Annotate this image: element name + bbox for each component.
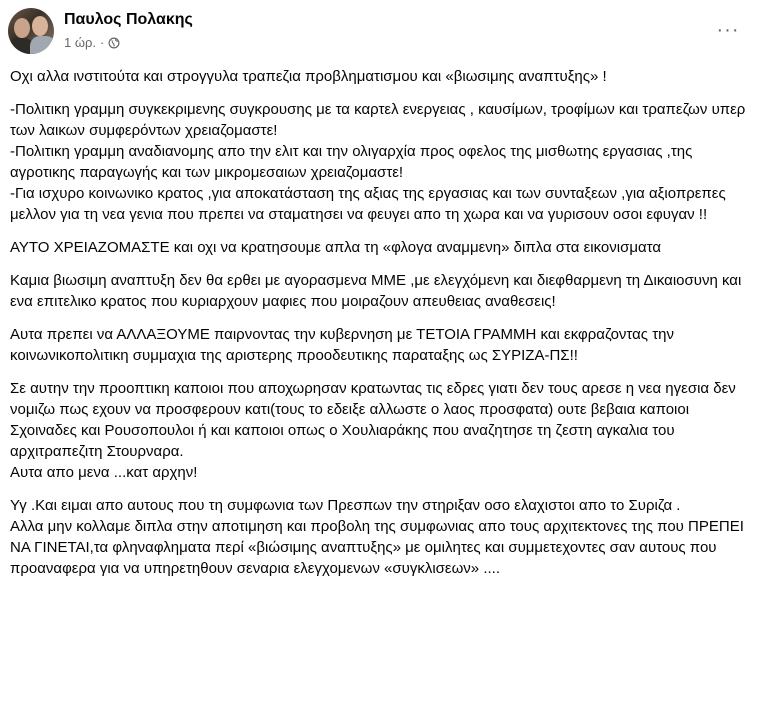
post-body — [10, 66, 750, 591]
post-header — [8, 8, 752, 56]
post-paragraph: Οχι αλλα ινστιτούτα και στρογγυλα τραπεζια προβληματισμου και «βιωσιμης αναπτυξης» ! — [10, 68, 607, 85]
post-paragraph: -Πολιτικη γραμμη συγκεκριμενης συγκρουσης με τα καρτελ ενεργειας , καυσίμων, τροφίμων και τραπεζων υπερ των λαικων συμφερόντων χρειαζομαστε! -Πολιτικη γραμμη αναδιανομης απο την ελιτ και την ολιγαρχία προς οφελος της μισθωτης εργασιας ,της αγροτικης παραγωγής και των μικρομεσαιων χρειαζομαστε! -Για ισχυρο κοινωνικο κρατος ,για αποκατάσταση της αξιας της εργασιας και των συνταξεων ,για αξιοπρεπες μελλον για τη νεα γενια που πρεπει να σταματησει να φευγει απο τη χωρα και να γυρισουν οσοι εφυγαν !! — [10, 101, 746, 223]
post-time[interactable]: 1 ώρ. — [64, 35, 96, 50]
globe-icon — [108, 37, 120, 49]
post-paragraph: Καμια βιωσιμη αναπτυξη δεν θα ερθει με αγορασμενα ΜΜΕ ,με ελεγχόμενη και διεφθαρμενη τη Δικαιοσυνη και ενα επιτελικο κρατος που κυριαρχουν μαφιες που μοιραζουν απευθειας αναθεσεις! — [10, 272, 742, 310]
post-paragraph: Σε αυτην την προοπτικη καποιοι που αποχωρησαν κρατωντας τις εδρες γιατι δεν τους αρεσε η νεα ηγεσια δεν νομιζω πως εχουν να προσφερουν κατι(τους το εδειξε αλλωστε ο λαος προσφατα) ουτε βεβαια καποιοι Σχοιναδες και Ρουσοπουλοι ή και καποιοι οπως ο Χουλιαράκης που αναζητησε τη ζεστη αγκαλια του αρχιτραπεζιτη Στουρναρα. Αυτα απο μενα ...κατ αρχην! — [10, 380, 736, 481]
post-paragraph: ΑΥΤΟ ΧΡΕΙΑΖΟΜΑΣΤΕ και οχι να κρατησουμε απλα τη «φλογα αναμμενη» διπλα στα εικονισματα — [10, 239, 662, 256]
post-paragraph: Υγ .Και ειμαι απο αυτους που τη συμφωνια των Πρεσπων την στηριξαν οσο ελαχιστοι απο το Συριζα . Αλλα μην κολλαμε διπλα στην αποτιμηση και προβολη της συμφωνιας απο τους αρχιτεκτονες της που ΠΡΕΠΕΙ ΝΑ ΓΙΝΕΤΑΙ,τα φληναφληματα περί «βιώσιμης αναπτυξης» με ομιλητες και συμμετεχοντες σαν αυτους που προαναφερα για να υπηρετηθουν σεναρια ελεγχομενων «συγκλισεων» .... — [10, 497, 744, 577]
meta-separator: · — [100, 35, 105, 50]
post-meta — [64, 35, 120, 50]
avatar[interactable] — [8, 8, 54, 54]
more-options-icon[interactable]: ··· — [716, 18, 740, 41]
author-name[interactable]: Παυλος Πολακης — [64, 11, 193, 28]
post-paragraph: Αυτα πρεπει να ΑΛΛΑΞΟΥΜΕ παιρνοντας την κυβερνηση με ΤΕΤΟΙΑ ΓΡΑΜΜΗ και εκφραζοντας την κοινωνικοπολιτικη συμμαχια της αριστερης προοδευτικης παραταξης ως ΣΥΡΙΖΑ-ΠΣ!! — [10, 326, 674, 364]
